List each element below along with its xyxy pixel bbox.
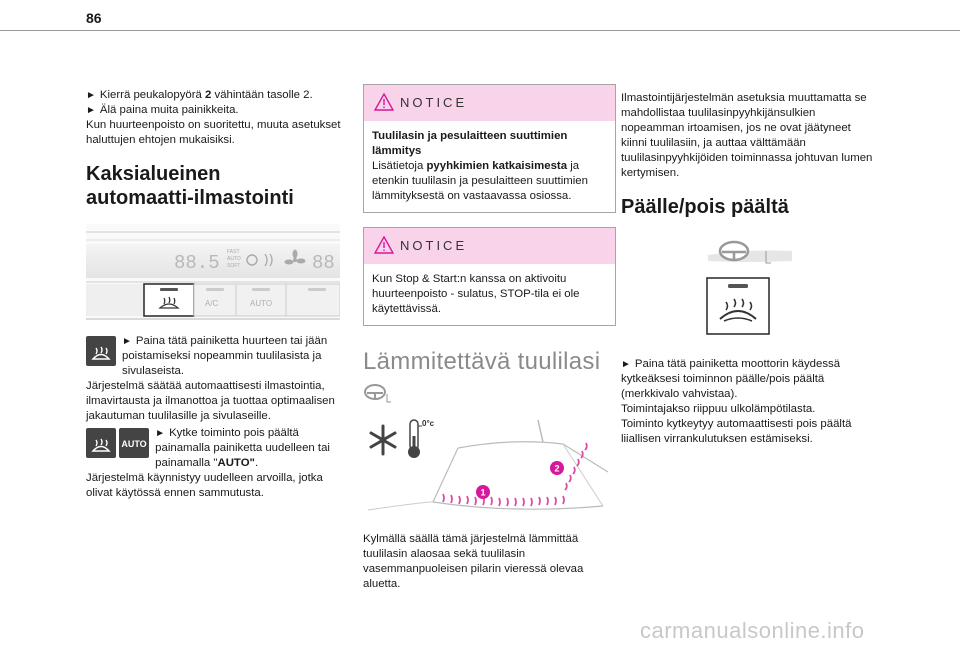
notice-bold-title: Tuulilasin ja pesulaitteen suuttimien lämmitys [372,130,568,157]
thermometer-icon [408,420,422,458]
arrow-icon: ► [86,90,96,101]
temperature-label: 0°c [422,419,435,428]
bullet-1: ► Kierrä peukalopyörä 2 vähintään tasolle 2. [86,89,313,101]
step2-more: Järjestelmä käynnistyy uudelleen arvoilla, jotka olivat käytössä ennen sammutusta. [86,472,323,499]
section-heading: Kaksialueinen automaatti-ilmastointi [86,163,294,209]
display-left: 88.5 [174,252,220,274]
header-rule [0,30,960,31]
warning-icon [374,93,394,111]
svg-text:1: 1 [480,487,486,498]
watermark: carmanualsonline.info [640,618,865,643]
display-right: 88 [312,252,335,274]
caption: Kylmällä säällä tämä järjestelmä lämmittää tuulilasin alaosaa sekä tuulilasin vasemmanpuoleisen pilarin vieressä olevaa aluetta. [363,533,584,590]
column-middle [363,84,616,592]
intro-text: Ilmastointijärjestelmän asetuksia muuttamatta se mahdollistaa tuulilasinpyyhkijänsulkien nopeamman irtoamisen, jos ne ovat jäätyneet kiinni tuulilasiin, ja auttaa välttämään tuulilasinpyyhkijöiden toiminnassa johtuvan lumen kertymisen. [621,92,873,179]
steering-wheel-illustration [706,237,796,267]
defrost-button-icon [86,336,116,366]
auto-button-icon [119,428,149,458]
svg-text:AUTO: AUTO [227,256,241,262]
column-left [86,88,344,501]
page-number: 86 [86,10,102,26]
step1-more: Järjestelmä säätää automaattisesti ilmastointia, ilmavirtausta ja ilmanottoa ja tuottaa optimaalisen jakautuman tuulilasille ja sivulaseille. [86,380,335,422]
arrow-icon: ► [155,428,166,439]
step-on-off: ► Paina tätä painiketta moottorin käydessä kytkeäksesi toiminnon päälle/pois päältä (merkkivalo vahvistaa). Toimintajakso riippuu ulkolämpötilasta. Toiminto kytkeytyy automaattisesti pois päältä liiallisen virrankulutuksen estämiseksi. [621,358,852,445]
svg-text:A/C: A/C [205,299,219,308]
arrow-icon: ► [86,105,96,116]
snowflake-icon [371,426,395,454]
section-heading-on-off: Päälle/pois päältä [621,196,789,218]
warning-icon [374,236,394,254]
svg-text:2: 2 [554,463,560,474]
svg-text:SOFT: SOFT [227,263,241,269]
notice-box-1: NOTICE Tuulilasin ja pesulaitteen suuttimien lämmitys Lisätietoja pyyhkimien katkaisimesta ja etenkin tuulilasin ja pesulaitteen suuttimien lämmityksestä on vastaavassa osiossa. [363,84,616,213]
svg-text:AUTO: AUTO [121,439,147,449]
notice-title: NOTICE [400,238,468,253]
bullet-2: ► Älä paina muita painikkeita. [86,104,239,116]
notice-title: NOTICE [400,95,468,110]
heat-arrows [443,443,587,506]
step-off: AUTO ► Kytke toiminto pois päältä painamalla painiketta uudelleen tai painamalla "AUTO". Järjestelmä käynnistyy uudelleen arvoilla, jotka olivat käytössä ennen sammutusta. [86,426,344,501]
svg-text:FAST: FAST [227,249,240,255]
step-defrost: ► Paina tätä painiketta huurteen tai jään poistamiseksi nopeammin tuulilasista ja sivulaseista. Järjestelmä säätää automaattisesti ilmastointia, ilmavirtausta ja ilmanottoa ja tuottaa optimaalisen jakautuman tuulilasille ja sivulaseille. [86,334,344,424]
arrow-icon: ► [621,359,631,370]
section-heading-heated-windscreen: Lämmitettävä tuulilasi [363,348,601,375]
column-right [621,91,876,447]
defrost-button-icon [86,428,116,458]
heated-windscreen-illustration [363,410,616,520]
heated-windscreen-button-icon[interactable] [706,277,770,335]
svg-text:AUTO: AUTO [250,299,273,308]
steering-wheel-icon [363,382,393,404]
climate-panel-illustration [86,224,340,320]
intro-text: Kun huurteenpoisto on suoritettu, muuta asetukset haluttujen ehtojen mukaisiksi. [86,119,341,146]
notice-box-2: NOTICE Kun Stop & Start:n kanssa on aktivoitu huurteenpoisto - sulatus, STOP-tila ei ole käytettävissä. [363,227,616,326]
arrow-icon: ► [122,336,132,347]
